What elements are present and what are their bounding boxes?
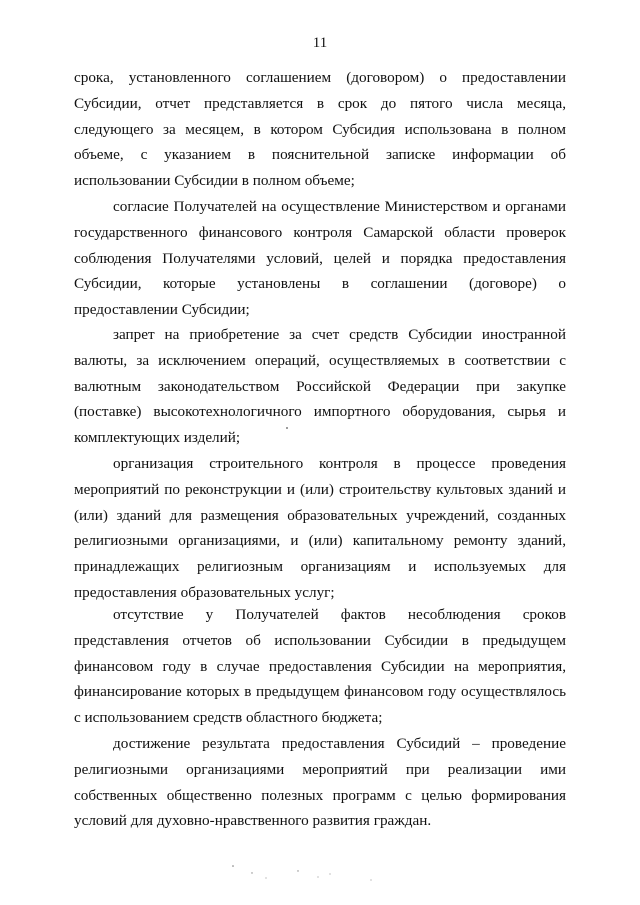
paragraph-reporting-compliance	[74, 602, 566, 731]
paragraph-audit-consent	[74, 194, 566, 323]
paragraph-report-deadline	[74, 65, 566, 194]
paragraph-text: организация строительного контроля в процессе проведения мероприятий по реконструкции и (или) строительству культовых зданий и (или) зданий для размещения образовательных учреждений, созданных религиозными организациями, и (или) капитальному ремонту зданий, принадлежащих религиозным организациям и используемых для предоставления образовательных услуг;	[74, 455, 566, 601]
paragraph-currency-ban	[74, 322, 566, 451]
paragraph-construction-control	[74, 451, 566, 606]
paragraph-text: достижение результата предоставления Субсидий – проведение религиозными организациями мероприятий при реализации ими собственных общественно полезных программ с целью формирования условий для духовно-нравственного развития граждан.	[74, 735, 566, 830]
paragraph-text: запрет на приобретение за счет средств Субсидии иностранной валюты, за исключением операций, осуществляемых в соответствии с валютным законодательством Российской Федерации при закупке (поставке) высокотехнологичного импортного оборудования, сырья и комплектующих изделий;	[74, 326, 566, 447]
page-number: 11	[312, 35, 328, 51]
paragraph-text: отсутствие у Получателей фактов несоблюдения сроков представления отчетов об использовании Субсидии в предыдущем финансовом году в случае предоставления Субсидии на мероприятия, финансирование которых в предыдущем финансовом году осуществлялось с использованием средств областного бюджета;	[74, 606, 566, 727]
paragraph-text: срока, установленного соглашением (договором) о предоставлении Субсидии, отчет представляется в срок до пятого числа месяца, следующего за месяцем, в котором Субсидия использована в полном объеме, с указанием в пояснительной записке информации об использовании Субсидии в полном объеме;	[74, 69, 566, 190]
paragraph-result	[74, 731, 566, 834]
paragraph-text: согласие Получателей на осуществление Министерством и органами государственного финансового контроля Самарской области проверок соблюдения Получателями условий, целей и порядка предоставления Субсидии, которые установлены в соглашении (договоре) о предоставлении Субсидии;	[74, 198, 566, 319]
